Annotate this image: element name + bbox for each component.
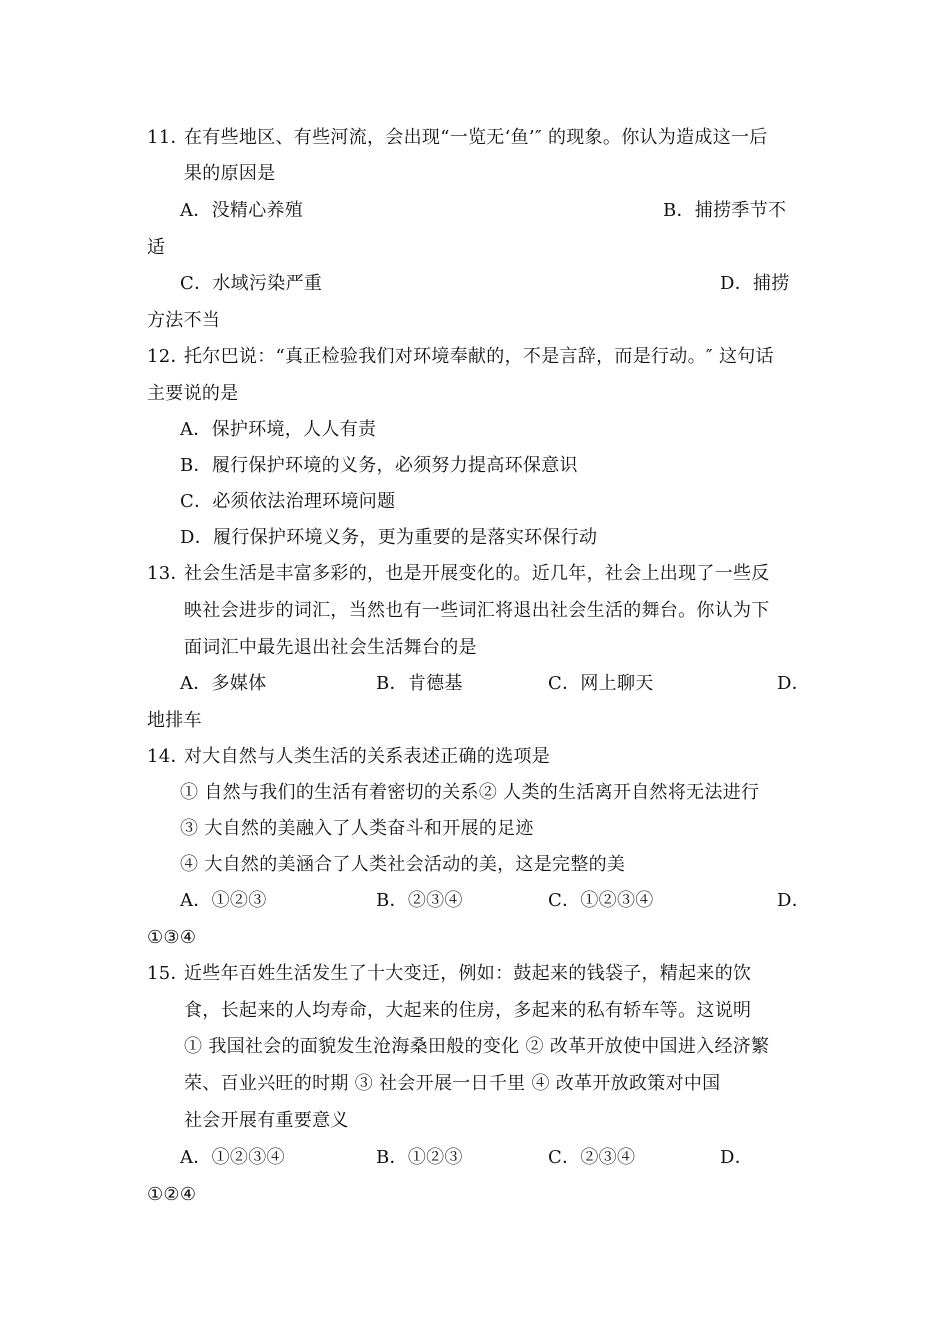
option-c: C．必须依法治理环境问题 xyxy=(180,491,396,512)
question-stem-line: 在有些地区、有些河流，会出现“一览无‘鱼’″ 的现象。你认为造成这一后 xyxy=(184,127,768,148)
question-stem-line: 映社会进步的词汇，当然也有一些词汇将退出社会生活的舞台。你认为下 xyxy=(184,600,770,621)
question-number: 14． xyxy=(147,746,189,767)
question-stem-line: 对大自然与人类生活的关系表述正确的选项是 xyxy=(184,746,550,767)
option-d-continued: ①②④ xyxy=(147,1184,197,1205)
option-b: B．①②③ xyxy=(376,1147,463,1168)
option-b-continued: 适 xyxy=(147,237,166,258)
question-number: 12． xyxy=(147,346,189,367)
statement-line: 荣、百业兴旺的时期 ③ 社会开展一日千里 ④ 改革开放政策对中国 xyxy=(184,1073,721,1094)
option-c: C．①②③④ xyxy=(548,890,654,911)
question-stem-line: 主要说的是 xyxy=(147,383,239,404)
option-a: A．①②③ xyxy=(180,890,267,911)
option-d: D．捕捞 xyxy=(720,273,790,294)
option-d: D． xyxy=(777,890,811,911)
option-d-continued: ①③④ xyxy=(147,927,197,948)
question-stem-line: 面词汇中最先退出社会生活舞台的是 xyxy=(184,637,477,658)
question-number: 13． xyxy=(147,563,189,584)
option-b: B．捕捞季节不 xyxy=(663,200,787,221)
option-a: A．①②③④ xyxy=(180,1147,285,1168)
question-stem-line: 托尔巴说：“真正检验我们对环境奉献的，不是言辞，而是行动。″ 这句话 xyxy=(184,346,774,367)
option-c: C．水域污染严重 xyxy=(180,273,323,294)
option-a: A．没精心养殖 xyxy=(180,200,304,221)
statement-line: 社会开展有重要意义 xyxy=(184,1110,349,1131)
option-d-continued: 地排车 xyxy=(147,710,202,731)
question-stem-line: 社会生活是丰富多彩的，也是开展变化的。近几年，社会上出现了一些反 xyxy=(184,563,770,584)
option-c: C．②③④ xyxy=(548,1147,636,1168)
option-a: A．保护环境，人人有责 xyxy=(180,419,377,440)
question-number: 15． xyxy=(147,963,189,984)
statement-line: ① 我国社会的面貌发生沧海桑田般的变化 ② 改革开放使中国进入经济繁 xyxy=(184,1036,770,1057)
option-d: D． xyxy=(777,673,811,694)
option-d: D．履行保护环境义务，更为重要的是落实环保行动 xyxy=(180,527,598,548)
option-b: B．履行保护环境的义务，必须努力提高环保意识 xyxy=(180,455,578,476)
statement-line: ④ 大自然的美涵合了人类社会活动的美，这是完整的美 xyxy=(180,854,626,875)
question-stem-line: 近些年百姓生活发生了十大变迁，例如：鼓起来的钱袋子，精起来的饮 xyxy=(184,963,752,984)
statement-line: ③ 大自然的美融入了人类奋斗和开展的足迹 xyxy=(180,818,534,839)
statement-line: ① 自然与我们的生活有着密切的关系② 人类的生活离开自然将无法进行 xyxy=(180,782,760,803)
question-stem-line: 食，长起来的人均寿命，大起来的住房，多起来的私有轿车等。这说明 xyxy=(184,1000,752,1021)
option-a: A．多媒体 xyxy=(180,673,267,694)
option-d-continued: 方法不当 xyxy=(147,310,221,331)
question-number: 11． xyxy=(147,127,189,148)
option-d: D． xyxy=(720,1147,754,1168)
question-stem-line: 果的原因是 xyxy=(184,163,276,184)
option-b: B．②③④ xyxy=(376,890,463,911)
option-c: C．网上聊天 xyxy=(548,673,654,694)
option-b: B．肯德基 xyxy=(376,673,463,694)
